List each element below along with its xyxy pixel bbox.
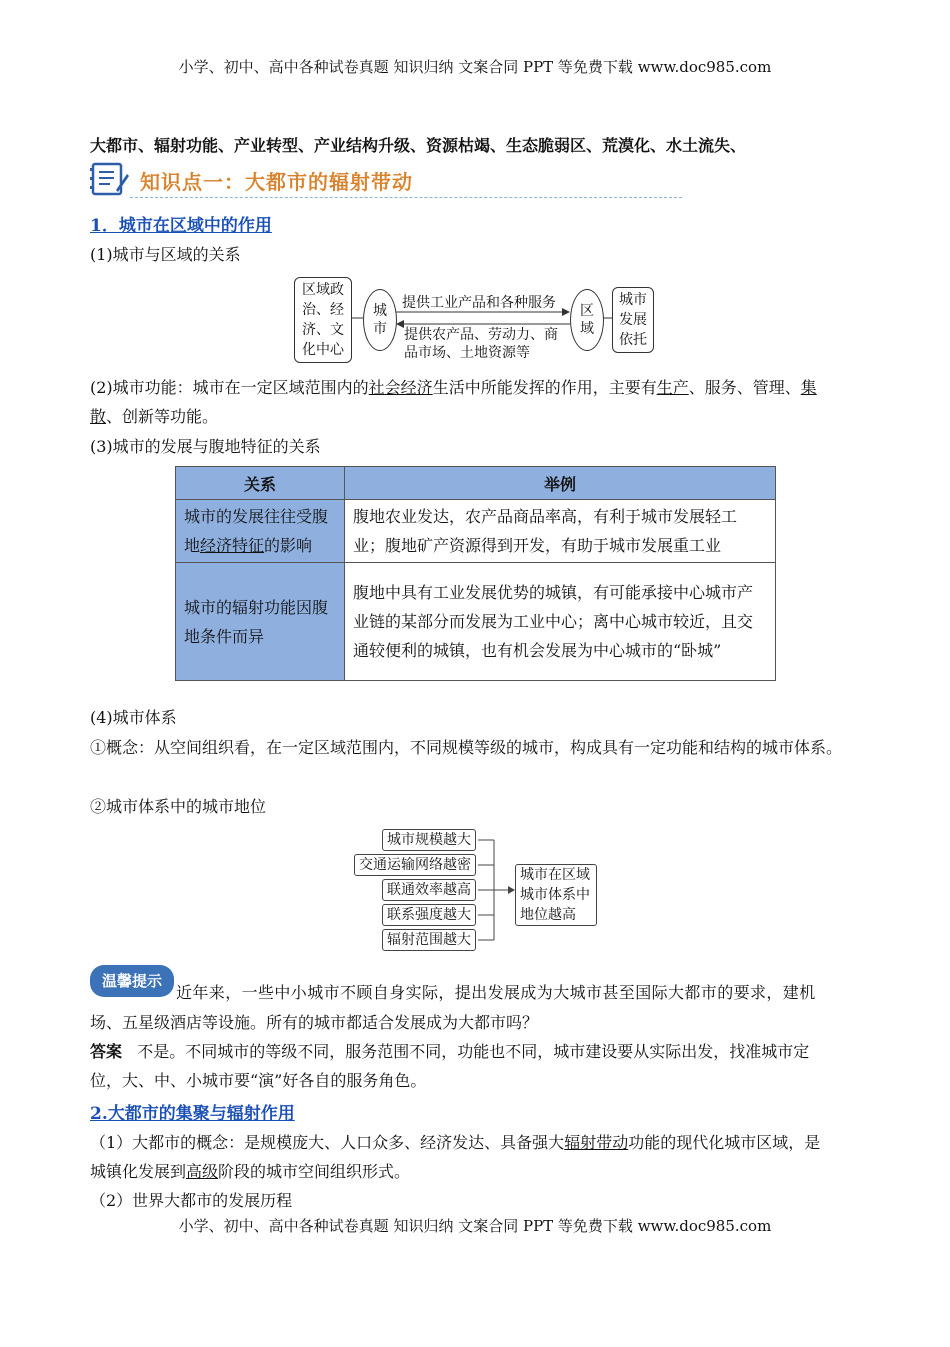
p3-label: (3)城市的发展与腹地特征的关系: [90, 437, 321, 456]
knowledge-banner: [90, 160, 682, 200]
underlined-term: 高级: [186, 1162, 219, 1181]
text: 不是。不同城市的等级不同，服务范围不同，功能也不同，城市建设要从实际出发，找准城市定: [137, 1042, 810, 1061]
keywords-line: 大都市、辐射功能、产业转型、产业结构升级、资源枯竭、生态脆弱区、荒漠化、水土流失、: [90, 136, 747, 155]
city-development-box: [612, 287, 654, 353]
text: （1）大都市的概念：是规模庞大、人口众多、经济发达、具备强大: [90, 1133, 565, 1152]
condition-box: 联通效率越高: [382, 879, 476, 901]
section-1-title: 1．城市在区域中的作用: [90, 216, 272, 236]
box-line: 城市: [619, 292, 647, 308]
box-line: 依托: [619, 332, 647, 348]
region-char: 区: [580, 303, 594, 319]
table-row: [176, 500, 776, 563]
text: 、服务、管理、: [688, 378, 801, 397]
box-line: 区域政: [302, 282, 344, 298]
table-cell: 城市的辐射功能因腹地条件而异: [176, 563, 345, 681]
box-line: 治、经: [302, 302, 344, 318]
underlined-term: 辐射带动: [564, 1133, 629, 1152]
text: 功能的现代化城市区域，是: [628, 1133, 821, 1152]
city-char: 市: [373, 321, 387, 337]
city-region-diagram: [290, 274, 660, 364]
text: 城镇化发展到: [90, 1162, 187, 1181]
table-cell: 腹地中具有工业发展优势的城镇，有可能承接中心城市产业链的某部分而发展为工业中心；离中心城市较近，且交通较便利的城镇，也有机会发展为中心城市的“卧城”: [345, 563, 776, 681]
condition-box: 辐射范围越大: [382, 929, 476, 951]
metropolis-concept: [90, 1128, 862, 1186]
city-system-diagram: [352, 826, 602, 954]
underlined-term: 散: [90, 407, 107, 426]
result-box: [515, 864, 597, 926]
page-footer: 小学、初中、高中各种试卷真题 知识归纳 文案合同 PPT 等免费下载 www.doc985.com: [178, 1217, 772, 1235]
city-char: 城: [373, 303, 387, 319]
underlined-term: 集: [800, 378, 817, 397]
text: 生活中所能发挥的作用，主要有: [432, 378, 657, 397]
region-circle: [570, 289, 604, 351]
answer-line-2: 位，大、中、小城市要“演”好各自的服务角色。: [90, 1071, 427, 1090]
notebook-icon: [90, 160, 130, 198]
result-line: 地位越高: [520, 907, 576, 923]
p4-label: (4)城市体系: [90, 708, 177, 727]
city-circle: [363, 289, 397, 351]
condition-box: 交通运输网络越密: [354, 854, 476, 876]
box-line: 发展: [619, 312, 647, 328]
table-cell: 腹地农业发达，农产品商品率高，有利于城市发展轻工业；腹地矿产资源得到开发，有助于城市发展重工业: [345, 500, 776, 563]
section-2-title: 2.大都市的集聚与辐射作用: [90, 1104, 295, 1124]
p4-concept: ①概念：从空间组织看，在一定区域范围内，不同规模等级的城市，构成具有一定功能和结构的城市体系。: [90, 738, 843, 757]
text: (2)城市功能：城市在一定区域范围内的: [90, 378, 369, 397]
text: 、创新等功能。: [106, 407, 219, 426]
top-arrow-label: 提供工业产品和各种服务: [402, 295, 556, 311]
answer-label: 答案: [90, 1042, 123, 1061]
banner-divider: [130, 197, 682, 198]
page-header: 小学、初中、高中各种试卷真题 知识归纳 文案合同 PPT 等免费下载 www.doc985.com: [178, 58, 772, 76]
metropolis-history-label: （2）世界大都市的发展历程: [90, 1191, 293, 1210]
p1-label: (1)城市与区域的关系: [90, 245, 241, 264]
tip-question-line-1: 近年来，一些中小城市不顾自身实际，提出发展成为大城市甚至国际大都市的要求，建机: [176, 983, 816, 1002]
table-header: 关系: [176, 467, 345, 500]
bottom-arrow-label-1: 提供农产品、劳动力、商: [404, 327, 558, 343]
hinterland-table: [175, 466, 776, 681]
tip-question-line-2: 场、五星级酒店等设施。所有的城市都适合发展成为大都市吗？: [90, 1013, 539, 1032]
text: 的影响: [264, 536, 313, 555]
city-function-paragraph: [90, 373, 862, 431]
underlined-term: 经济特征: [200, 536, 265, 555]
result-line: 城市在区域: [520, 867, 590, 883]
knowledge-title: 知识点一：大都市的辐射带动: [140, 170, 413, 194]
p4-position: ②城市体系中的城市地位: [90, 797, 267, 816]
table-header: 举例: [345, 467, 776, 500]
condition-box: 联系强度越大: [382, 904, 476, 926]
box-line: 化中心: [302, 342, 344, 358]
table-row: [176, 563, 776, 681]
underlined-term: 生产: [656, 378, 689, 397]
text: 阶段的城市空间组织形式。: [218, 1162, 411, 1181]
tip-badge: 温馨提示: [90, 965, 174, 997]
underlined-term: 社会经济: [368, 378, 433, 397]
answer-line-1: [90, 1037, 862, 1066]
region-char: 域: [580, 321, 594, 337]
table-header-row: [176, 467, 776, 500]
result-line: 城市体系中: [520, 887, 590, 903]
bottom-arrow-label-2: 品市场、土地资源等: [404, 345, 530, 361]
text: 城市的发展往往受腹地: [184, 507, 329, 555]
table-cell: [176, 500, 345, 563]
condition-box: 城市规模越大: [382, 829, 476, 851]
box-line: 济、文: [302, 322, 344, 338]
